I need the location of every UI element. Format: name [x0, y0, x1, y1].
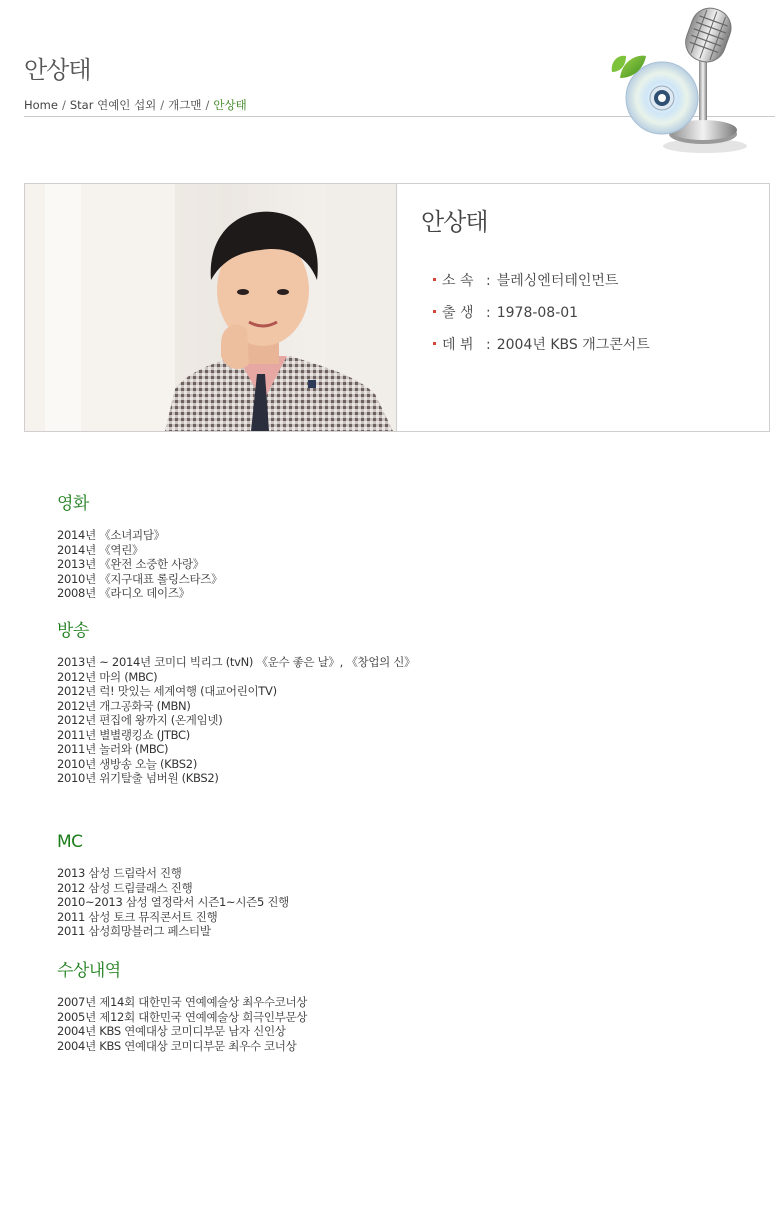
breadcrumb-star-link[interactable]: Star 연예인 섭외: [69, 98, 157, 112]
list-item: 2013년 ~ 2014년 코미디 빅리그 (tvN) 《운수 좋은 날》, 《창업의 신》: [57, 655, 416, 669]
list-item: 2007년 제14회 대한민국 연예예술상 최우수코너상: [57, 995, 308, 1009]
list-item: 2012 삼성 드림클래스 진행: [57, 880, 193, 895]
section-title: MC: [57, 832, 83, 852]
list-item: 2011년 별별랭킹쇼 (JTBC): [57, 727, 190, 742]
field-colon: :: [486, 273, 491, 289]
field-label: 소 속: [442, 273, 474, 289]
breadcrumb-current: 안상태: [213, 98, 247, 112]
section-mc: [57, 832, 289, 939]
breadcrumb-home-link[interactable]: Home: [24, 98, 58, 112]
list-item: 2011 삼성희망블러그 페스티발: [57, 924, 211, 938]
list-item: 2012년 럭! 맛있는 세계여행 (대교어린이TV): [57, 684, 277, 698]
breadcrumb-separator: /: [61, 98, 66, 112]
profile-card: [24, 183, 770, 432]
list-item: 2011 삼성 토크 뮤직콘서트 진행: [57, 909, 218, 924]
breadcrumb-separator: /: [160, 98, 165, 112]
section-title: 수상내역: [57, 961, 121, 981]
profile-name: 안상태: [421, 208, 488, 236]
cd-disc-icon: [626, 62, 698, 134]
profile-field-birth: [433, 302, 650, 334]
list-item: 2013년 《완전 소중한 사랑》: [57, 557, 205, 571]
list-item: 2008년 《라디오 데이즈》: [57, 586, 190, 600]
field-value: 2004년 KBS 개그콘서트: [496, 337, 650, 353]
field-label: 출 생: [442, 305, 474, 321]
list-item: 2010년 《지구대표 롤링스타즈》: [57, 571, 223, 586]
field-colon: :: [486, 337, 491, 353]
profile-info-list: [433, 270, 650, 366]
list-item: 2010년 생방송 오늘 (KBS2): [57, 756, 198, 771]
section-list: [57, 528, 222, 601]
list-item: 2004년 KBS 연예대상 코미디부문 남자 신인상: [57, 1024, 286, 1038]
list-item: 2010~2013 삼성 열정락서 시즌1~시즌5 진행: [57, 895, 289, 909]
field-label: 데 뷔: [442, 337, 474, 353]
section-list: [57, 655, 415, 786]
section-list: [57, 866, 289, 939]
section-list: [57, 995, 307, 1053]
breadcrumb-comedian-link[interactable]: 개그맨: [168, 98, 202, 112]
list-item: 2014년 《소녀괴담》: [57, 528, 165, 542]
section-movies: [57, 489, 222, 601]
breadcrumb: [24, 97, 247, 113]
field-value: 블레싱엔터테인먼트: [496, 273, 619, 289]
list-item: 2012년 개그공화국 (MBN): [57, 698, 191, 713]
list-item: 2014년 《역린》: [57, 542, 144, 557]
list-item: 2005년 제12회 대한민국 연예예술상 희극인부문상: [57, 1009, 308, 1024]
person-portrait-image: [25, 184, 396, 431]
section-title: 방송: [57, 621, 89, 641]
page-title: 안상태: [24, 56, 91, 84]
field-value: 1978-08-01: [496, 305, 579, 321]
list-item: 2011년 놀러와 (MBC): [57, 742, 169, 756]
microphone-cd-illustration: [600, 0, 760, 160]
section-title: 영화: [57, 494, 89, 514]
profile-photo: [25, 184, 397, 431]
section-broadcast: [57, 616, 415, 786]
list-item: 2013 삼성 드림락서 진행: [57, 866, 182, 880]
list-item: 2010년 위기탈출 넘버원 (KBS2): [57, 771, 219, 785]
list-item: 2004년 KBS 연예대상 코미디부문 최우수 코너상: [57, 1038, 297, 1053]
page-header: [0, 0, 775, 160]
list-bullet-icon: [433, 310, 436, 313]
list-item: 2012년 마의 (MBC): [57, 669, 158, 684]
list-item: 2012년 편집에 왕까지 (온게임넷): [57, 713, 223, 727]
field-colon: :: [486, 305, 491, 321]
list-bullet-icon: [433, 342, 436, 345]
section-awards: [57, 956, 307, 1053]
profile-field-debut: [433, 334, 650, 366]
profile-field-agency: [433, 270, 650, 302]
list-bullet-icon: [433, 278, 436, 281]
breadcrumb-separator: /: [205, 98, 210, 112]
